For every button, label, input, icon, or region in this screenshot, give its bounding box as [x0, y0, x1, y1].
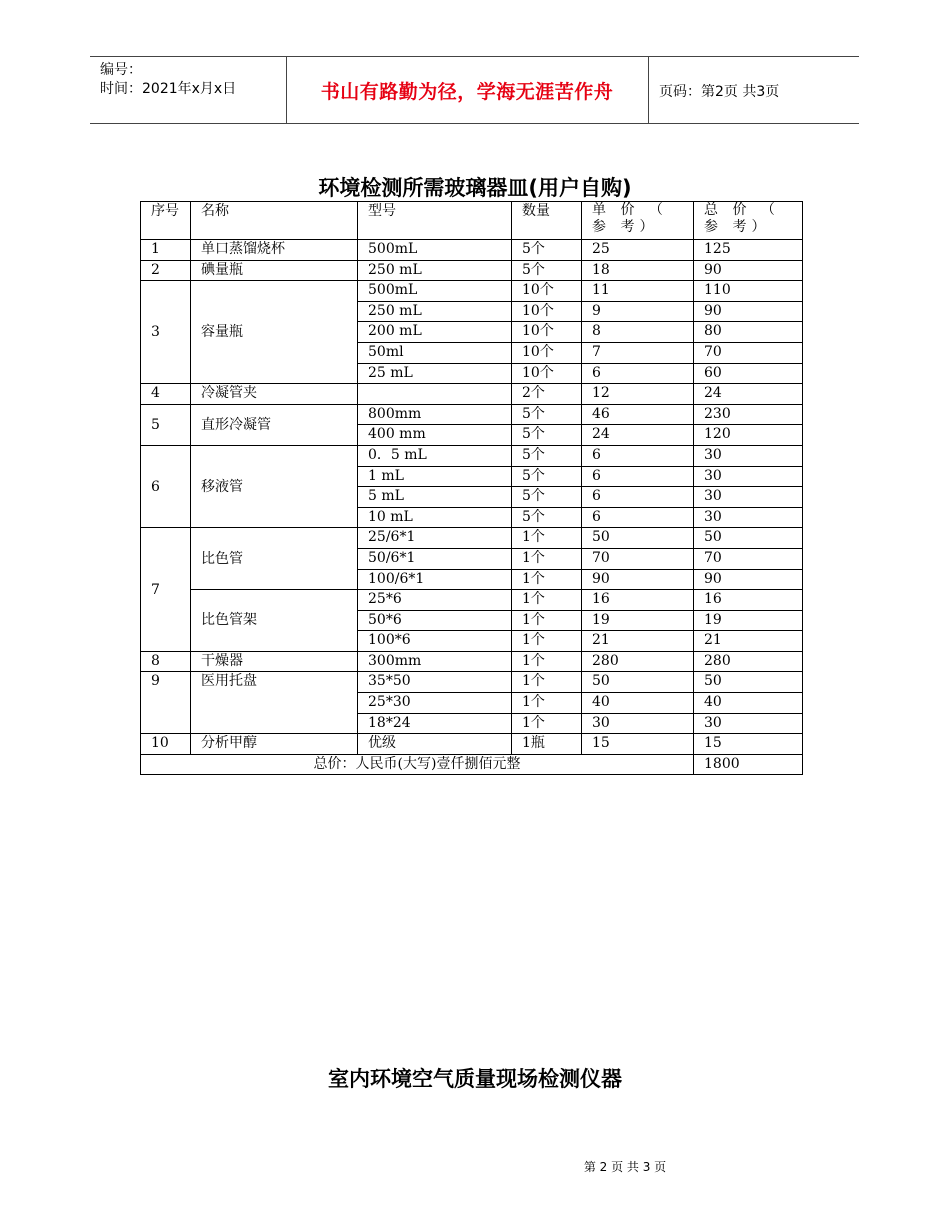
code-label: 编号：: [100, 62, 142, 78]
quantity: 5个: [512, 487, 582, 508]
quantity: 5个: [512, 425, 582, 446]
model: 优级: [358, 734, 512, 755]
unit-price: 18: [582, 260, 694, 281]
item-name: 单口蒸馏烧杯: [191, 240, 358, 261]
unit-price: 6: [582, 507, 694, 528]
total-price: 30: [694, 445, 803, 466]
table-body: [141, 202, 803, 775]
page-header: [90, 56, 859, 124]
table-row: [141, 240, 803, 261]
quantity: 5个: [512, 445, 582, 466]
total-price: 70: [694, 342, 803, 363]
header-cell: 总 价 （ 参 考）: [694, 202, 803, 240]
quantity: 5个: [512, 507, 582, 528]
table-row: [141, 260, 803, 281]
glassware-table: [140, 201, 803, 775]
model: 18*24: [358, 713, 512, 734]
item-name: 比色管架: [191, 590, 358, 652]
model: 25*6: [358, 590, 512, 611]
table-row: [141, 281, 803, 302]
row-number: 3: [141, 281, 191, 384]
item-name: 比色管: [191, 528, 358, 590]
unit-price: 24: [582, 425, 694, 446]
row-number: 5: [141, 404, 191, 445]
unit-price: 19: [582, 610, 694, 631]
unit-price: 7: [582, 342, 694, 363]
header-cell: 名称: [191, 202, 358, 240]
quantity: 5个: [512, 404, 582, 425]
unit-price: 25: [582, 240, 694, 261]
total-price: 30: [694, 466, 803, 487]
table-row: [141, 404, 803, 425]
row-number: 4: [141, 384, 191, 405]
model: 300mm: [358, 651, 512, 672]
item-name: 移液管: [191, 445, 358, 527]
page-info: 页码：第2页 共3页: [659, 84, 780, 100]
item-name: 容量瓶: [191, 281, 358, 384]
total-price: 90: [694, 569, 803, 590]
total-price: 15: [694, 734, 803, 755]
row-number: 2: [141, 260, 191, 281]
item-name: 分析甲醇: [191, 734, 358, 755]
table-header-row: [141, 202, 803, 240]
motto: 书山有路勤为径，学海无涯苦作舟: [320, 81, 614, 103]
unit-price: 40: [582, 693, 694, 714]
unit-price: 50: [582, 528, 694, 549]
total-price: 30: [694, 713, 803, 734]
quantity: 1个: [512, 672, 582, 693]
unit-price: 280: [582, 651, 694, 672]
unit-price: 9: [582, 301, 694, 322]
unit-price: 21: [582, 631, 694, 652]
model: 25/6*1: [358, 528, 512, 549]
row-number: 10: [141, 734, 191, 755]
total-price: 90: [694, 260, 803, 281]
unit-price: 46: [582, 404, 694, 425]
quantity: 10个: [512, 281, 582, 302]
table-row: [141, 734, 803, 755]
total-price: 70: [694, 548, 803, 569]
model: 100*6: [358, 631, 512, 652]
quantity: 5个: [512, 260, 582, 281]
total-value: 1800: [694, 754, 803, 775]
total-price: 230: [694, 404, 803, 425]
model: 50ml: [358, 342, 512, 363]
quantity: 1个: [512, 548, 582, 569]
model: 35*50: [358, 672, 512, 693]
table-row: [141, 528, 803, 549]
total-price: 120: [694, 425, 803, 446]
total-price: 16: [694, 590, 803, 611]
unit-price: 6: [582, 466, 694, 487]
header-motto-cell: [286, 57, 649, 123]
row-number: 7: [141, 528, 191, 652]
model: 250 mL: [358, 260, 512, 281]
model: 100/6*1: [358, 569, 512, 590]
model: 200 mL: [358, 322, 512, 343]
total-row: [141, 754, 803, 775]
unit-price: 15: [582, 734, 694, 755]
quantity: 1个: [512, 713, 582, 734]
unit-price: 6: [582, 487, 694, 508]
header-cell: 型号: [358, 202, 512, 240]
row-number: 6: [141, 445, 191, 527]
unit-price: 30: [582, 713, 694, 734]
model: 5 mL: [358, 487, 512, 508]
total-price: 40: [694, 693, 803, 714]
table-row: [141, 445, 803, 466]
unit-price: 70: [582, 548, 694, 569]
quantity: 5个: [512, 466, 582, 487]
quantity: 1个: [512, 528, 582, 549]
item-name: 冷凝管夹: [191, 384, 358, 405]
item-name: 干燥器: [191, 651, 358, 672]
model: 800mm: [358, 404, 512, 425]
model: 1 mL: [358, 466, 512, 487]
total-price: 30: [694, 507, 803, 528]
unit-price: 50: [582, 672, 694, 693]
section-title: 室内环境空气质量现场检测仪器: [328, 1067, 622, 1091]
total-price: 90: [694, 301, 803, 322]
total-price: 24: [694, 384, 803, 405]
quantity: 1个: [512, 631, 582, 652]
model: 25*30: [358, 693, 512, 714]
table-row: [141, 672, 803, 693]
quantity: 10个: [512, 301, 582, 322]
total-price: 30: [694, 487, 803, 508]
table-row: [141, 590, 803, 611]
model: 400 mm: [358, 425, 512, 446]
model: 25 mL: [358, 363, 512, 384]
model: 50/6*1: [358, 548, 512, 569]
unit-price: 11: [582, 281, 694, 302]
unit-price: 6: [582, 445, 694, 466]
unit-price: 90: [582, 569, 694, 590]
total-price: 280: [694, 651, 803, 672]
total-price: 110: [694, 281, 803, 302]
total-price: 60: [694, 363, 803, 384]
unit-price: 12: [582, 384, 694, 405]
quantity: 1个: [512, 590, 582, 611]
quantity: 10个: [512, 322, 582, 343]
quantity: 1个: [512, 651, 582, 672]
unit-price: 6: [582, 363, 694, 384]
row-number: 1: [141, 240, 191, 261]
item-name: 医用托盘: [191, 672, 358, 734]
row-number: 9: [141, 672, 191, 734]
quantity: 5个: [512, 240, 582, 261]
total-price: 50: [694, 528, 803, 549]
total-price: 80: [694, 322, 803, 343]
total-price: 19: [694, 610, 803, 631]
unit-price: 8: [582, 322, 694, 343]
item-name: 直形冷凝管: [191, 404, 358, 445]
quantity: 10个: [512, 342, 582, 363]
table-title: 环境检测所需玻璃器皿(用户自购): [318, 176, 632, 200]
unit-price: 16: [582, 590, 694, 611]
header-meta: [90, 57, 287, 123]
header-cell: 数量: [512, 202, 582, 240]
time-label: 时间：2021年x月x日: [100, 81, 237, 97]
header-cell: 单 价 （ 参 考）: [582, 202, 694, 240]
model: 250 mL: [358, 301, 512, 322]
row-number: 8: [141, 651, 191, 672]
table-row: [141, 384, 803, 405]
quantity: 10个: [512, 363, 582, 384]
item-name: 碘量瓶: [191, 260, 358, 281]
total-price: 50: [694, 672, 803, 693]
total-label: 总价：人民币(大写)壹仟捌佰元整: [141, 754, 694, 775]
header-cell: 序号: [141, 202, 191, 240]
quantity: 1个: [512, 693, 582, 714]
model: 500mL: [358, 240, 512, 261]
quantity: 2个: [512, 384, 582, 405]
total-price: 21: [694, 631, 803, 652]
model: 500mL: [358, 281, 512, 302]
footer-page-number: 第 2 页 共 3 页: [583, 1160, 667, 1174]
total-price: 125: [694, 240, 803, 261]
model: 50*6: [358, 610, 512, 631]
model: [358, 384, 512, 405]
model: 0．5 mL: [358, 445, 512, 466]
header-page-cell: [649, 57, 859, 123]
quantity: 1个: [512, 569, 582, 590]
quantity: 1个: [512, 610, 582, 631]
model: 10 mL: [358, 507, 512, 528]
table-row: [141, 651, 803, 672]
quantity: 1瓶: [512, 734, 582, 755]
